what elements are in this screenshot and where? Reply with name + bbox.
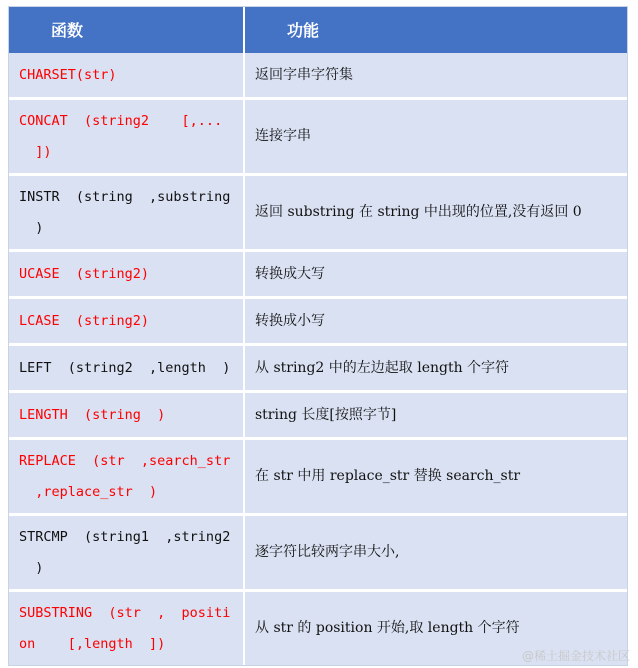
function-cell: CONCAT (string2 [,... ]) (9, 100, 245, 173)
function-cell: CHARSET(str) (9, 53, 245, 97)
description-cell: 逐字符比较两字串大小, (245, 516, 627, 589)
description-cell: 从 string2 中的左边起取 length 个字符 (245, 346, 627, 390)
description-cell: 返回 substring 在 string 中出现的位置,没有返回 0 (245, 176, 627, 249)
table-row (9, 97, 627, 173)
table-row (9, 343, 627, 390)
table-header-row (9, 7, 627, 53)
description-cell: string 长度[按照字节] (245, 393, 627, 437)
function-cell: INSTR (string ,substring ) (9, 176, 245, 249)
header-description: 功能 (245, 7, 627, 53)
function-cell: SUBSTRING (str , positi on [,length ]) (9, 592, 245, 665)
watermark: @稀土掘金技术社区 (521, 649, 630, 663)
description-cell: 连接字串 (245, 100, 627, 173)
description-cell: 转换成小写 (245, 299, 627, 343)
function-cell: LENGTH (string ) (9, 393, 245, 437)
function-table (8, 6, 628, 666)
description-cell: 在 str 中用 replace_str 替换 search_str (245, 440, 627, 513)
function-cell: STRCMP (string1 ,string2 ) (9, 516, 245, 589)
function-cell: UCASE (string2) (9, 252, 245, 296)
table-row (9, 53, 627, 97)
table-row (9, 437, 627, 513)
function-cell: REPLACE (str ,search_str ,replace_str ) (9, 440, 245, 513)
description-cell: 从 str 的 position 开始,取 length 个字符 (245, 592, 627, 665)
function-cell: LEFT (string2 ,length ) (9, 346, 245, 390)
table-body (9, 53, 627, 665)
table-row (9, 513, 627, 589)
table-row (9, 249, 627, 296)
description-cell: 返回字串字符集 (245, 53, 627, 97)
table-row (9, 390, 627, 437)
description-cell: 转换成大写 (245, 252, 627, 296)
table-row (9, 173, 627, 249)
function-cell: LCASE (string2) (9, 299, 245, 343)
table-row (9, 296, 627, 343)
header-function: 函数 (9, 7, 245, 53)
